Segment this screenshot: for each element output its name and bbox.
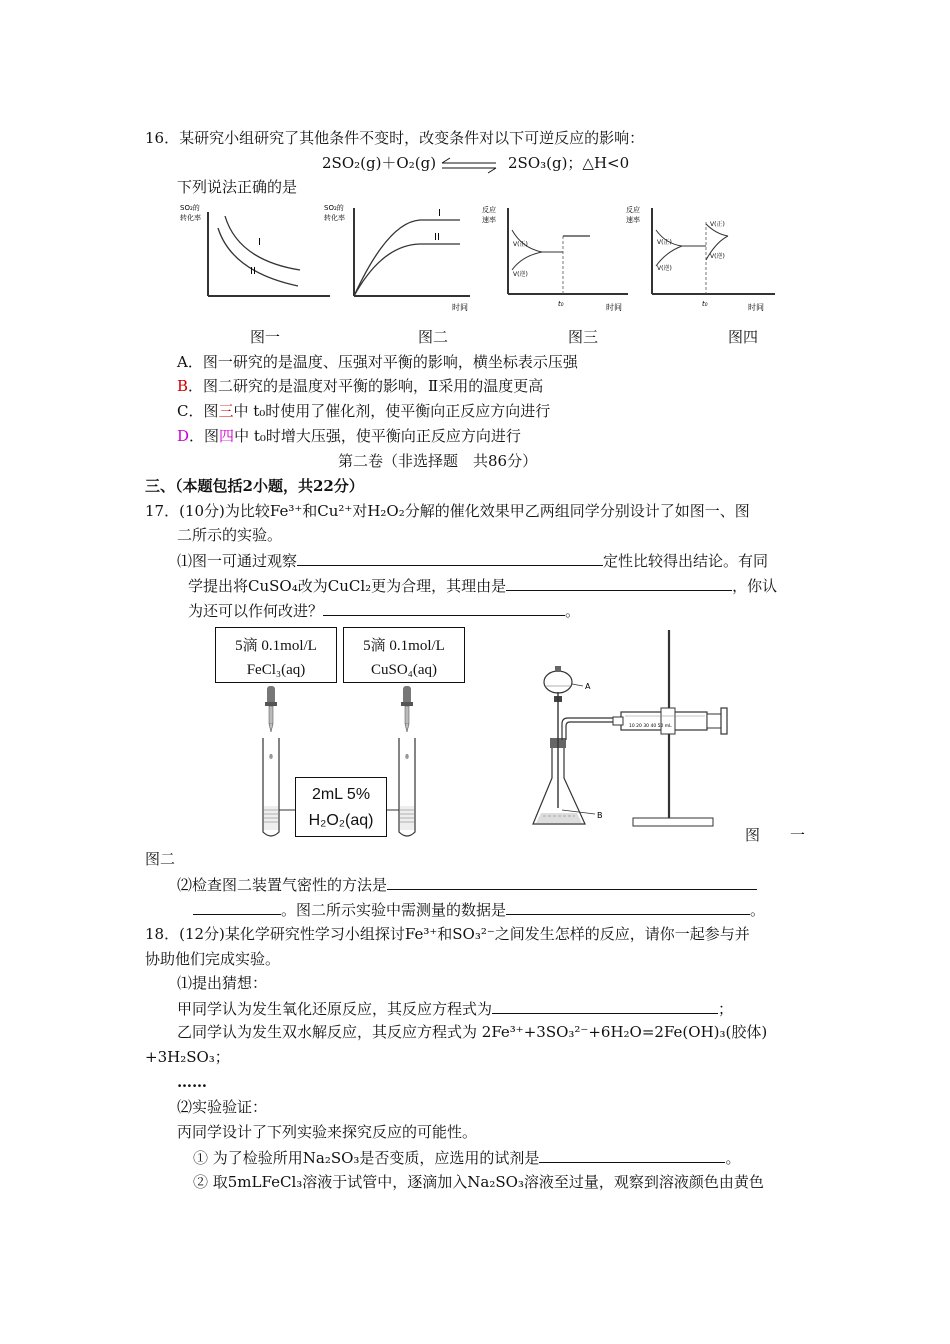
graph1-ylabel-2: 转化率 xyxy=(180,214,201,222)
graph3-t0: t₀ xyxy=(558,300,564,308)
answer-blank-reason[interactable] xyxy=(506,575,732,591)
q16-equation-left: 2SO₂(g)＋O₂(g) xyxy=(322,154,437,172)
q17-stem-2: 二所示的实验。 xyxy=(177,526,283,544)
graph2-label-II: II xyxy=(434,232,440,243)
q18-part2-title: ⑵实验验证： xyxy=(177,1098,268,1116)
fecl3-line-1: 5滴 0.1mol/L xyxy=(235,638,317,654)
option-b-letter: B xyxy=(177,377,189,395)
graph3-v-forward: V(正) xyxy=(513,241,528,248)
q17-p1-a: ⑴图一可通过观察 xyxy=(177,552,298,570)
answer-blank-airtight[interactable] xyxy=(387,874,757,890)
q18-s1: ① 为了检验所用Na₂SO₃是否变质，应选用的试剂是 xyxy=(193,1149,540,1167)
option-d-text-2: 中 t₀时增大压强，使平衡向正反应方向进行 xyxy=(234,427,521,445)
graph4-t0: t₀ xyxy=(702,300,708,308)
q18-bing: 丙同学设计了下列实验来探究反应的可能性。 xyxy=(177,1123,478,1141)
graph2-ylabel-1: SO₂的 xyxy=(324,204,344,212)
q18-step2: ② 取5mLFeCl₃溶液于试管中，逐滴加入Na₂SO₃溶液至过量，观察到溶液颜色由黄色 xyxy=(193,1173,764,1191)
label-a: A xyxy=(585,682,591,691)
q17-part1-line1 xyxy=(177,550,768,571)
h2o2-label-box xyxy=(295,777,387,837)
answer-blank-redox-equation[interactable] xyxy=(492,998,718,1014)
graph3-v-reverse: V(逆) xyxy=(513,271,528,278)
q18-jia-end: ； xyxy=(718,1000,734,1018)
graph-label-1: 图一 xyxy=(250,328,281,346)
fig-label-right-1: 图 xyxy=(745,826,761,844)
graph3-xlabel: 时间 xyxy=(606,303,622,312)
test-tube-1-icon xyxy=(263,738,279,836)
equilibrium-arrow-icon xyxy=(438,155,500,175)
part2-title: 第二卷（非选择题 共86分） xyxy=(338,452,538,470)
answer-blank-improve[interactable] xyxy=(323,600,565,616)
option-d-letter: D xyxy=(177,427,190,445)
graph4-v-forward-2: V(正) xyxy=(710,221,725,228)
option-d-highlight: 四 xyxy=(219,427,235,445)
q16-option-d xyxy=(177,426,521,446)
graph4-xlabel: 时间 xyxy=(748,303,764,312)
graph-label-3: 图三 xyxy=(568,328,599,346)
q17-p2-a: ⑵检查图二装置气密性的方法是 xyxy=(177,876,388,894)
option-c-text-2: 中 t₀时使用了催化剂，使平衡向正反应方向进行 xyxy=(233,402,551,420)
graph4-ylabel-1: 反应 xyxy=(626,206,640,214)
h2o2-line-1: 2mL 5% xyxy=(311,786,371,803)
fig-label-right-2: 一 xyxy=(790,826,806,844)
graph3-ylabel-2: 速率 xyxy=(482,216,496,224)
q17-p1-d: ，你认 xyxy=(732,577,778,595)
graph1-label-II: II xyxy=(250,266,256,277)
q16-option-b xyxy=(177,376,543,396)
graph3-ylabel-1: 反应 xyxy=(482,206,496,214)
graph4-ylabel-2: 速率 xyxy=(626,216,640,224)
test-tube-2-icon xyxy=(399,738,415,836)
q18-jia: 甲同学认为发生氧化还原反应，其反应方程式为 xyxy=(177,1000,493,1018)
q18-s1-end: 。 xyxy=(725,1149,741,1167)
cuso4-line-1: 5滴 0.1mol/L xyxy=(363,638,445,654)
dropper-1-icon xyxy=(265,686,277,732)
graph1-ylabel-1: SO₂的 xyxy=(180,204,200,212)
graph1-label-I: I xyxy=(258,237,261,248)
label-b: B xyxy=(597,811,603,820)
option-d-text-1: ．图 xyxy=(189,427,220,445)
graph2-curve-II xyxy=(354,244,460,296)
q17-p1-e: 为还可以作何改进？ xyxy=(188,602,324,620)
graph4-v-reverse-2: V(逆) xyxy=(710,253,725,260)
graph4-v-forward: V(正) xyxy=(657,239,672,246)
graph4-v-reverse: V(逆) xyxy=(657,265,672,272)
graph-1 xyxy=(180,203,330,296)
fecl3-line-2: FeCl₃(aq) xyxy=(246,662,306,678)
q17-p1-b: 定性比较得出结论。有同 xyxy=(603,552,769,570)
q17-p1-f: 。 xyxy=(565,602,581,620)
graph-3 xyxy=(482,205,628,312)
graph-label-2: 图二 xyxy=(418,328,449,346)
graph1-curve-I xyxy=(225,216,300,270)
q18-dots: …… xyxy=(177,1073,207,1091)
q17-p1-c: 学提出将CuSO₄改为CuCl₂更为合理，其理由是 xyxy=(188,577,507,595)
conical-flask-icon xyxy=(533,738,585,824)
dropper-2-icon xyxy=(401,686,413,732)
graph2-xlabel: 时间 xyxy=(452,303,468,312)
q16-option-a: A．图一研究的是温度、压强对平衡的影响，横坐标表示压强 xyxy=(177,353,578,371)
answer-blank-reagent[interactable] xyxy=(539,1147,725,1163)
graph-2 xyxy=(324,203,470,312)
q18-yi: 乙同学认为发生双水解反应，其反应方程式为 2Fe³⁺+3SO₃²⁻+6H₂O=2Fe(OH)₃(胶体) xyxy=(177,1023,768,1041)
q18-stem-1: 18．(12分)某化学研究性学习小组探讨Fe³⁺和SO₃²⁻之间发生怎样的反应，请你一起参与并 xyxy=(145,925,750,943)
q18-yi-2: +3H₂SO₃； xyxy=(145,1048,230,1066)
cuso4-line-2: CuSO₄(aq) xyxy=(370,662,438,678)
q17-part1-line3 xyxy=(188,600,580,621)
q16-graphs xyxy=(170,200,790,320)
option-c-highlight: 三 xyxy=(218,402,234,420)
graph2-label-I: I xyxy=(438,208,441,219)
gas-syringe-apparatus xyxy=(525,628,745,832)
h2o2-line-2: H₂O₂(aq) xyxy=(308,812,374,829)
section3-title: 三、（本题包括2小题，共22分） xyxy=(145,477,364,495)
q16-equation-right: 2SO₃(g)；△H<0 xyxy=(508,154,630,172)
option-c-text-1: C．图 xyxy=(177,402,219,420)
fig-label-left: 图二 xyxy=(145,850,176,868)
q18-jia-line xyxy=(177,998,733,1019)
cuso4-label-box xyxy=(343,627,465,683)
q17-p2-c: 。 xyxy=(750,901,766,919)
q18-step1-line xyxy=(193,1147,740,1168)
answer-blank-observe[interactable] xyxy=(297,550,603,566)
q16-stem: 16．某研究小组研究了其他条件不变时，改变条件对以下可逆反应的影响： xyxy=(145,129,645,147)
option-b-text: ．图二研究的是温度对平衡的影响，Ⅱ采用的温度更高 xyxy=(188,377,544,395)
graph2-ylabel-2: 转化率 xyxy=(324,214,345,222)
graph-label-4: 图四 xyxy=(728,328,759,346)
q18-stem-2: 协助他们完成实验。 xyxy=(145,950,281,968)
graph2-curve-I xyxy=(354,220,460,296)
q17-part2-line2 xyxy=(193,899,765,920)
q17-p2-b: 。图二所示实验中需测量的数据是 xyxy=(281,901,507,919)
q17-part2-line1 xyxy=(177,874,757,895)
q16-option-c xyxy=(177,401,550,421)
q18-part1-title: ⑴提出猜想： xyxy=(177,974,268,992)
gas-syringe-icon xyxy=(613,708,727,734)
q17-stem-1: 17．(10分)为比较Fe³⁺和Cu²⁺对H₂O₂分解的催化效果甲乙两组同学分别设计了如图一、图 xyxy=(145,502,750,520)
graph-4 xyxy=(626,205,775,312)
fecl3-label-box xyxy=(215,627,337,683)
answer-blank-airtight-cont[interactable] xyxy=(193,899,281,915)
q17-part1-line2 xyxy=(188,575,777,596)
q16-prompt: 下列说法正确的是 xyxy=(177,178,298,196)
answer-blank-measure[interactable] xyxy=(506,899,750,915)
syringe-scale-label: 10 20 30 40 50 mL xyxy=(629,724,672,729)
